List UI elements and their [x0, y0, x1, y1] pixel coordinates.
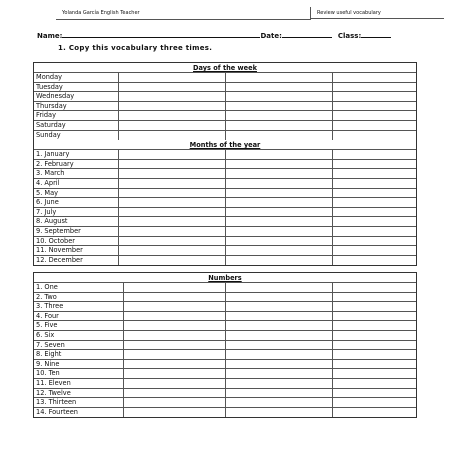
vocabulary-word: 11. Eleven	[34, 379, 124, 388]
vocabulary-word: 5. Five	[34, 321, 124, 330]
copy-cell[interactable]	[124, 379, 226, 388]
copy-cell[interactable]	[226, 198, 333, 207]
table-row	[34, 256, 416, 266]
table-row	[34, 131, 416, 141]
table-row	[34, 246, 416, 256]
copy-cell[interactable]	[226, 389, 333, 398]
copy-cell[interactable]	[226, 92, 333, 101]
vocabulary-word: 10. Ten	[34, 369, 124, 378]
vocabulary-word: 8. Eight	[34, 350, 124, 359]
copy-cell[interactable]	[226, 246, 333, 255]
numbers-rows	[34, 283, 416, 417]
copy-cell[interactable]	[226, 331, 333, 340]
vocabulary-word: Sunday	[34, 131, 119, 141]
copy-cell[interactable]	[124, 321, 226, 330]
vocabulary-word: Thursday	[34, 102, 119, 111]
copy-cell[interactable]	[333, 408, 416, 418]
teacher-name: Yolanda García English Teacher	[56, 7, 311, 19]
vocabulary-word: 6. Six	[34, 331, 124, 340]
copy-cell[interactable]	[333, 217, 416, 226]
copy-cell[interactable]	[333, 131, 416, 141]
copy-cell[interactable]	[333, 73, 416, 82]
copy-cell[interactable]	[119, 217, 226, 226]
table-row	[34, 150, 416, 160]
copy-cell[interactable]	[226, 302, 333, 311]
copy-cell[interactable]	[333, 350, 416, 359]
copy-cell[interactable]	[226, 227, 333, 236]
vocabulary-word: 3. March	[34, 169, 119, 178]
copy-cell[interactable]	[119, 73, 226, 82]
worksheet-topic: Review useful vocabulary	[311, 7, 444, 19]
class-field[interactable]	[361, 30, 391, 38]
copy-cell[interactable]	[333, 92, 416, 101]
copy-cell[interactable]	[124, 302, 226, 311]
header-underline	[56, 19, 311, 20]
copy-cell[interactable]	[226, 379, 333, 388]
vocabulary-word: 14. Fourteen	[34, 408, 124, 418]
days-rows	[34, 73, 416, 140]
copy-cell[interactable]	[333, 283, 416, 292]
table-row	[34, 217, 416, 227]
copy-cell[interactable]	[226, 398, 333, 407]
copy-cell[interactable]	[226, 312, 333, 321]
vocabulary-word: 4. Four	[34, 312, 124, 321]
copy-cell[interactable]	[226, 283, 333, 292]
table-row	[34, 121, 416, 131]
copy-cell[interactable]	[333, 160, 416, 169]
copy-cell[interactable]	[226, 83, 333, 92]
copy-cell[interactable]	[333, 302, 416, 311]
document-header	[56, 7, 444, 19]
vocabulary-word: 3. Three	[34, 302, 124, 311]
copy-cell[interactable]	[226, 102, 333, 111]
table-row	[34, 283, 416, 293]
vocabulary-word: 5. May	[34, 189, 119, 198]
vocabulary-word: 2. February	[34, 160, 119, 169]
vocabulary-table-numbers	[33, 272, 417, 418]
name-field[interactable]	[62, 30, 260, 38]
table-row	[34, 408, 416, 418]
copy-cell[interactable]	[333, 111, 416, 120]
vocabulary-word: 2. Two	[34, 293, 124, 302]
section-title-numbers: Numbers	[34, 273, 416, 283]
copy-cell[interactable]	[333, 237, 416, 246]
copy-cell[interactable]	[119, 121, 226, 130]
copy-cell[interactable]	[226, 350, 333, 359]
copy-cell[interactable]	[226, 169, 333, 178]
vocabulary-word: 6. June	[34, 198, 119, 207]
copy-cell[interactable]	[333, 379, 416, 388]
copy-cell[interactable]	[226, 256, 333, 266]
copy-cell[interactable]	[124, 369, 226, 378]
vocabulary-word: 11. November	[34, 246, 119, 255]
table-row	[34, 160, 416, 170]
vocabulary-word: 9. September	[34, 227, 119, 236]
vocabulary-word: 7. July	[34, 208, 119, 217]
class-label: Class:	[337, 32, 362, 40]
vocabulary-word: Wednesday	[34, 92, 119, 101]
table-row	[34, 350, 416, 360]
copy-cell[interactable]	[333, 227, 416, 236]
copy-cell[interactable]	[226, 321, 333, 330]
vocabulary-word: Friday	[34, 111, 119, 120]
table-row	[34, 341, 416, 351]
copy-cell[interactable]	[333, 150, 416, 159]
table-row	[34, 169, 416, 179]
instruction-text: 1. Copy this vocabulary three times.	[58, 44, 213, 52]
copy-cell[interactable]	[333, 369, 416, 378]
copy-cell[interactable]	[119, 111, 226, 120]
vocabulary-word: 10. October	[34, 237, 119, 246]
copy-cell[interactable]	[226, 179, 333, 188]
copy-cell[interactable]	[124, 293, 226, 302]
copy-cell[interactable]	[119, 131, 226, 141]
vocabulary-word: 4. April	[34, 179, 119, 188]
months-rows	[34, 150, 416, 265]
copy-cell[interactable]	[333, 189, 416, 198]
copy-cell[interactable]	[119, 160, 226, 169]
copy-cell[interactable]	[119, 227, 226, 236]
copy-cell[interactable]	[226, 208, 333, 217]
copy-cell[interactable]	[119, 83, 226, 92]
table-row	[34, 73, 416, 83]
copy-cell[interactable]	[226, 73, 333, 82]
table-row	[34, 293, 416, 303]
copy-cell[interactable]	[119, 179, 226, 188]
table-row	[34, 179, 416, 189]
copy-cell[interactable]	[333, 169, 416, 178]
copy-cell[interactable]	[333, 83, 416, 92]
table-row	[34, 369, 416, 379]
copy-cell[interactable]	[119, 237, 226, 246]
copy-cell[interactable]	[119, 189, 226, 198]
copy-cell[interactable]	[226, 189, 333, 198]
copy-cell[interactable]	[124, 283, 226, 292]
table-row	[34, 331, 416, 341]
copy-cell[interactable]	[333, 179, 416, 188]
copy-cell[interactable]	[333, 321, 416, 330]
table-row	[34, 92, 416, 102]
copy-cell[interactable]	[333, 208, 416, 217]
vocabulary-word: 12. December	[34, 256, 119, 266]
copy-cell[interactable]	[119, 256, 226, 266]
copy-cell[interactable]	[333, 121, 416, 130]
copy-cell[interactable]	[124, 350, 226, 359]
vocabulary-word: Tuesday	[34, 83, 119, 92]
table-row	[34, 102, 416, 112]
copy-cell[interactable]	[333, 246, 416, 255]
vocabulary-word: 1. January	[34, 150, 119, 159]
copy-cell[interactable]	[124, 408, 226, 418]
copy-cell[interactable]	[119, 92, 226, 101]
section-title-days: Days of the week	[34, 63, 416, 73]
copy-cell[interactable]	[333, 293, 416, 302]
copy-cell[interactable]	[119, 208, 226, 217]
copy-cell[interactable]	[333, 102, 416, 111]
copy-cell[interactable]	[119, 102, 226, 111]
table-row	[34, 237, 416, 247]
table-row	[34, 83, 416, 93]
copy-cell[interactable]	[124, 312, 226, 321]
vocabulary-word: 8. August	[34, 217, 119, 226]
vocabulary-word: Saturday	[34, 121, 119, 130]
copy-cell[interactable]	[226, 293, 333, 302]
copy-cell[interactable]	[124, 331, 226, 340]
copy-cell[interactable]	[226, 369, 333, 378]
table-row	[34, 312, 416, 322]
copy-cell[interactable]	[333, 360, 416, 369]
table-row	[34, 198, 416, 208]
copy-cell[interactable]	[124, 389, 226, 398]
copy-cell[interactable]	[226, 160, 333, 169]
table-row	[34, 321, 416, 331]
copy-cell[interactable]	[226, 121, 333, 130]
vocabulary-word: 1. One	[34, 283, 124, 292]
copy-cell[interactable]	[333, 312, 416, 321]
copy-cell[interactable]	[226, 408, 333, 418]
copy-cell[interactable]	[333, 398, 416, 407]
copy-cell[interactable]	[226, 341, 333, 350]
copy-cell[interactable]	[124, 341, 226, 350]
copy-cell[interactable]	[333, 256, 416, 266]
table-row	[34, 302, 416, 312]
copy-cell[interactable]	[119, 169, 226, 178]
vocabulary-word: 7. Seven	[34, 341, 124, 350]
table-row	[34, 398, 416, 408]
copy-cell[interactable]	[333, 198, 416, 207]
copy-cell[interactable]	[124, 398, 226, 407]
copy-cell[interactable]	[333, 331, 416, 340]
copy-cell[interactable]	[119, 150, 226, 159]
copy-cell[interactable]	[226, 360, 333, 369]
table-row	[34, 389, 416, 399]
section-title-months: Months of the year	[34, 140, 416, 150]
copy-cell[interactable]	[226, 111, 333, 120]
copy-cell[interactable]	[226, 237, 333, 246]
copy-cell[interactable]	[226, 131, 333, 141]
student-info-row	[37, 30, 437, 41]
vocabulary-table-top	[33, 62, 417, 266]
vocabulary-word: 9. Nine	[34, 360, 124, 369]
vocabulary-word: Monday	[34, 73, 119, 82]
copy-cell[interactable]	[226, 150, 333, 159]
table-row	[34, 379, 416, 389]
copy-cell[interactable]	[119, 246, 226, 255]
date-label: Date:	[260, 32, 282, 40]
name-label: Name:	[37, 32, 63, 40]
table-row	[34, 189, 416, 199]
table-row	[34, 227, 416, 237]
table-row	[34, 208, 416, 218]
copy-cell[interactable]	[333, 389, 416, 398]
table-row	[34, 111, 416, 121]
copy-cell[interactable]	[124, 360, 226, 369]
vocabulary-word: 13. Thirteen	[34, 398, 124, 407]
copy-cell[interactable]	[226, 217, 333, 226]
table-row	[34, 360, 416, 370]
date-field[interactable]	[282, 30, 332, 38]
copy-cell[interactable]	[333, 341, 416, 350]
copy-cell[interactable]	[119, 198, 226, 207]
vocabulary-word: 12. Twelve	[34, 389, 124, 398]
